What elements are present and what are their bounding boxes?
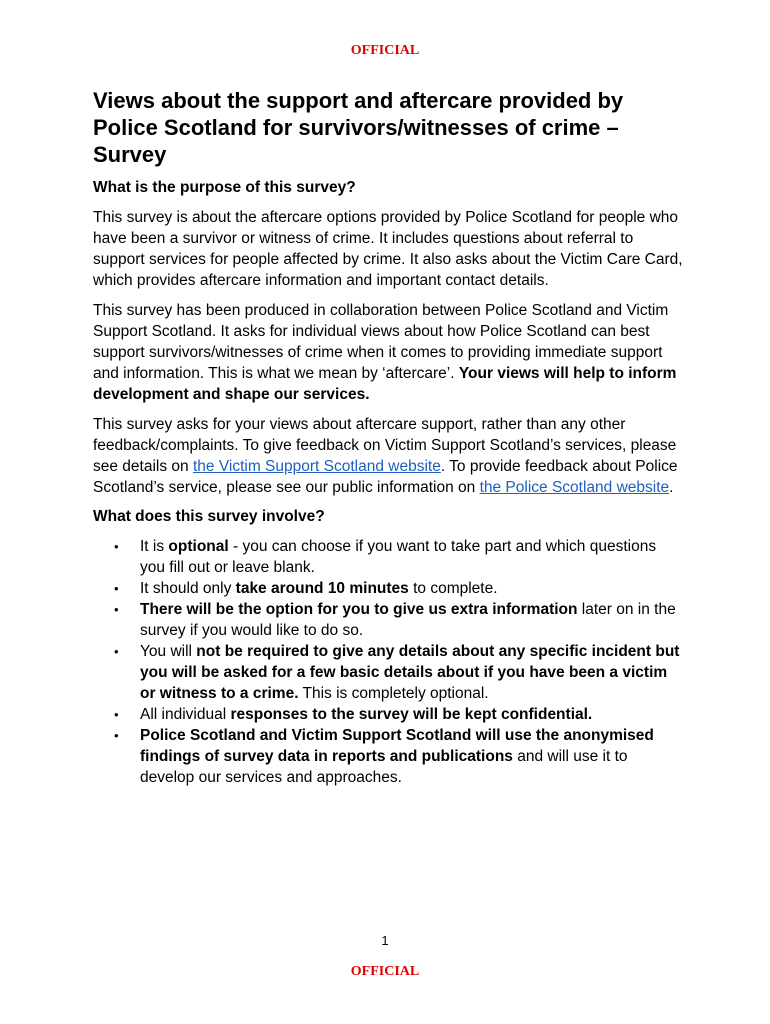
list-item-text: It is bbox=[140, 538, 169, 555]
involve-heading: What does this survey involve? bbox=[93, 508, 325, 525]
list-item-text: All individual bbox=[140, 706, 231, 723]
purpose-paragraph-3 bbox=[93, 414, 683, 498]
list-item-emphasis: optional bbox=[168, 538, 229, 555]
list-item bbox=[114, 641, 683, 704]
footer-classification: OFFICIAL bbox=[350, 964, 420, 979]
bullet-icon: • bbox=[114, 644, 119, 659]
list-item bbox=[114, 704, 683, 725]
bullet-icon: • bbox=[114, 539, 119, 554]
police-scotland-link[interactable]: the Police Scotland website bbox=[479, 479, 670, 496]
purpose-paragraph-2-text: This survey has been produced in collaboration between Police Scotland and Victim Support Scotland. It asks for individual views about how Police Scotland can best support survivors/witnesses of crime when it comes to providing immediate support and information. This is what we mean by ‘aftercare’. bbox=[93, 302, 669, 382]
list-item-emphasis: not be required to give any details about any specific incident but you will be asked for a few basic details about if you have been a victim or witness to a crime. bbox=[140, 643, 680, 702]
list-item-text: This is completely optional. bbox=[298, 685, 489, 702]
bullet-icon: • bbox=[114, 581, 119, 596]
purpose-paragraph-2-emphasis: Your views will help to inform development and shape our services. bbox=[93, 365, 677, 403]
list-item-text: It should only bbox=[140, 580, 236, 597]
list-item-emphasis: There will be the option for you to give us extra information bbox=[140, 601, 578, 618]
list-item bbox=[114, 536, 683, 578]
page-number: 1 bbox=[381, 933, 389, 948]
purpose-paragraph-1: This survey is about the aftercare options provided by Police Scotland for people who have been a survivor or witness of crime. It includes questions about referral to support services for people affected by crime. It also asks about the Victim Care Card, which provides aftercare information and important contact details. bbox=[93, 209, 683, 289]
bullet-icon: • bbox=[114, 728, 119, 743]
list-item-text: later on in the survey if you would like to do so. bbox=[140, 601, 676, 639]
document-body bbox=[93, 87, 683, 788]
list-item bbox=[114, 578, 683, 599]
purpose-paragraph-3-text-c: . bbox=[669, 479, 674, 496]
purpose-paragraph-3-text-a: This survey asks for your views about aftercare support, rather than any other feedback/complaints. To give feedback on Victim Support Scotland’s services, please see details on bbox=[93, 416, 677, 475]
purpose-paragraph-2 bbox=[93, 300, 683, 405]
purpose-heading: What is the purpose of this survey? bbox=[93, 179, 356, 196]
bullet-icon: • bbox=[114, 707, 119, 722]
purpose-paragraph-3-text-b: . To provide feedback about Police Scotland’s service, please see our public information on bbox=[93, 458, 678, 496]
list-item bbox=[114, 725, 683, 788]
list-item bbox=[114, 599, 683, 641]
list-item-emphasis: Police Scotland and Victim Support Scotland will use the anonymised findings of survey data in reports and publications bbox=[140, 727, 654, 765]
list-item-text: to complete. bbox=[408, 580, 498, 597]
list-item-text: - you can choose if you want to take part and which questions you fill out or leave blank. bbox=[140, 538, 657, 576]
list-item-text: You will bbox=[140, 643, 197, 660]
list-item-emphasis: responses to the survey will be kept confidential. bbox=[230, 706, 593, 723]
header-classification: OFFICIAL bbox=[350, 43, 420, 58]
victim-support-scotland-link[interactable]: the Victim Support Scotland website bbox=[192, 458, 441, 475]
list-item-emphasis: take around 10 minutes bbox=[235, 580, 409, 597]
involve-list bbox=[93, 536, 683, 788]
list-item-text: and will use it to develop our services and approaches. bbox=[140, 748, 628, 786]
bullet-icon: • bbox=[114, 602, 119, 617]
document-title: Views about the support and aftercare provided by Police Scotland for survivors/witnesses of crime – Survey bbox=[93, 88, 624, 167]
